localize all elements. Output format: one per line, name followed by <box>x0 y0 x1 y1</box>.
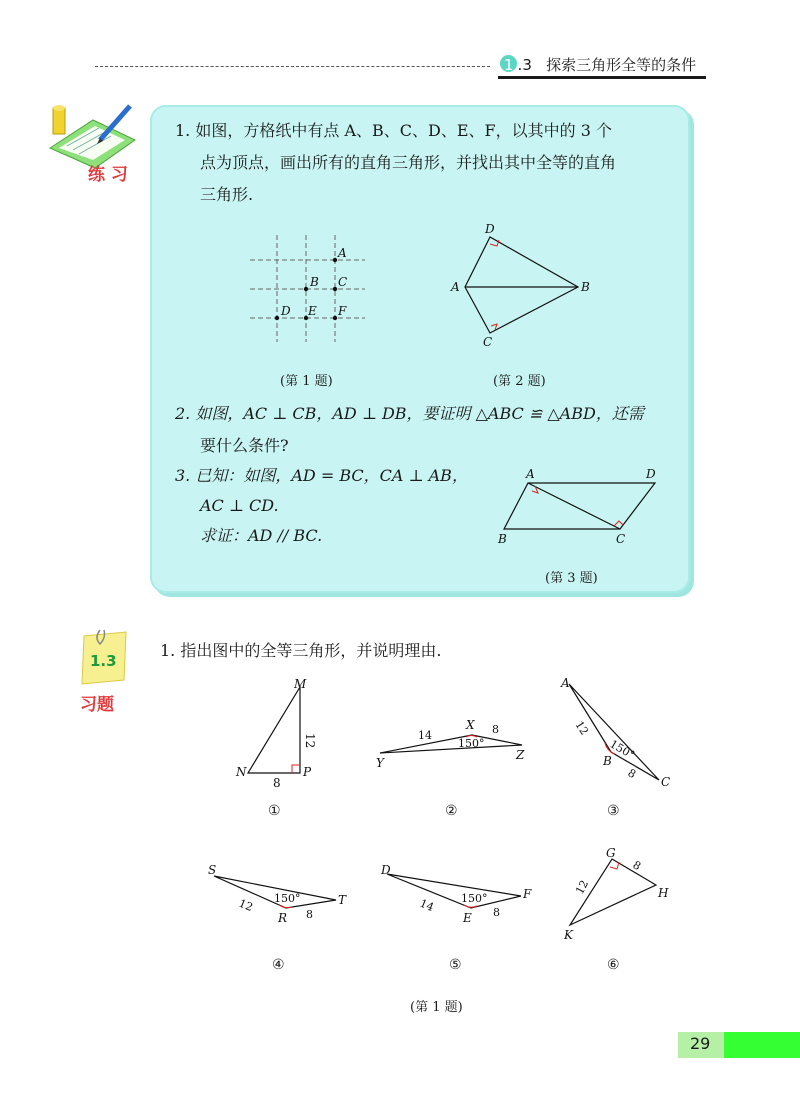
t3-side-12: 12 <box>572 718 591 738</box>
label-c: C <box>338 275 348 289</box>
t4-side-8: 8 <box>306 908 313 921</box>
point-b <box>304 287 308 291</box>
t6-side-12: 12 <box>573 877 592 897</box>
grid-figure <box>245 230 370 345</box>
figure-num-5: ⑤ <box>449 957 462 973</box>
t5-label-d: D <box>381 863 391 877</box>
label-d: D <box>281 304 291 318</box>
t2-side-8: 8 <box>492 723 499 736</box>
practice-q2-line2: 要什么条件? <box>200 436 289 455</box>
fig3-label-a: A <box>526 467 535 481</box>
t4-side-12: 12 <box>236 896 255 915</box>
t6-side-8: 8 <box>630 858 644 874</box>
point-c <box>333 287 337 291</box>
t5-angle: 150° <box>461 892 488 905</box>
header-underline <box>498 76 706 79</box>
fig2-caption: (第 2 题) <box>493 374 546 389</box>
t3-label-c: C <box>661 775 671 789</box>
t2-label-y: Y <box>376 756 384 770</box>
figure-num-2: ② <box>445 803 458 819</box>
t3-label-b: B <box>603 754 612 768</box>
t2-label-z: Z <box>516 748 525 762</box>
parallelogram-figure-3 <box>490 465 670 555</box>
t3-angle: 150° <box>607 737 637 762</box>
t1-label-n: N <box>236 765 247 779</box>
t5-label-e: E <box>463 911 472 925</box>
t3-side-8: 8 <box>625 766 639 782</box>
exercise-label: 习题 <box>80 695 114 715</box>
section-number: 1 <box>504 56 514 74</box>
t1-side-12: 12 <box>303 733 317 749</box>
t2-side-14: 14 <box>418 729 432 742</box>
point-d <box>275 316 279 320</box>
fig3-label-d: D <box>646 467 656 481</box>
t4-label-t: T <box>338 893 347 907</box>
t2-label-x: X <box>466 718 475 732</box>
fig2-label-a: A <box>451 280 460 294</box>
t3-label-a: A <box>561 676 570 690</box>
triangle-6 <box>560 845 680 945</box>
t2-angle: 150° <box>458 737 485 750</box>
header-dashed-line <box>95 66 490 67</box>
triangle-4 <box>200 860 360 930</box>
t4-label-s: S <box>208 863 217 877</box>
practice-label: 练 习 <box>88 165 128 185</box>
t4-angle: 150° <box>274 892 301 905</box>
page-number: 29 <box>690 1034 711 1053</box>
triangle-1 <box>230 675 330 790</box>
t1-label-m: M <box>294 677 307 691</box>
section-header <box>504 54 697 75</box>
fig3-caption: (第 3 题) <box>545 571 598 586</box>
t1-label-p: P <box>303 765 312 779</box>
practice-q3-line1: 3. 已知：如图，AD = BC，CA ⊥ AB， <box>175 466 468 485</box>
practice-q2-line1: 2. 如图，AC ⊥ CB，AD ⊥ DB，要证明 △ABC ≌ △ABD，还需 <box>175 404 644 423</box>
practice-q1-line3: 三角形. <box>200 185 254 204</box>
label-e: E <box>308 304 317 318</box>
fig2-label-c: C <box>483 335 493 349</box>
t5-label-f: F <box>523 887 532 901</box>
t5-side-8: 8 <box>493 906 500 919</box>
fig1-caption: (第 1 题) <box>280 374 333 389</box>
fig3-label-b: B <box>498 532 507 546</box>
fig2-label-b: B <box>581 280 590 294</box>
practice-q3-line2: AC ⊥ CD. <box>200 496 279 515</box>
exercise-badge-num: 1.3 <box>90 652 117 670</box>
exercise-q1: 1. 指出图中的全等三角形，并说明理由. <box>160 641 442 660</box>
t1-side-8: 8 <box>273 776 281 790</box>
triangle-5 <box>375 860 545 930</box>
label-f: F <box>338 304 347 318</box>
section-number-rest: .3 <box>517 56 532 74</box>
practice-q3-line3: 求证：AD // BC. <box>200 526 323 545</box>
t6-label-h: H <box>658 886 669 900</box>
figure-num-6: ⑥ <box>607 957 620 973</box>
point-f <box>333 316 337 320</box>
figure-num-4: ④ <box>272 957 285 973</box>
quadrilateral-figure-2 <box>445 220 605 350</box>
fig3-label-c: C <box>616 532 626 546</box>
t4-label-r: R <box>278 911 288 925</box>
section-title: 探索三角形全等的条件 <box>546 56 697 74</box>
exercise-caption: (第 1 题) <box>410 1000 463 1015</box>
t5-side-14: 14 <box>417 896 436 915</box>
figure-num-1: ① <box>268 803 281 819</box>
practice-q1-line2: 点为顶点，画出所有的直角三角形，并找出其中全等的直角 <box>200 153 617 172</box>
triangle-3 <box>555 672 675 792</box>
label-b: B <box>310 275 319 289</box>
triangle-2 <box>370 715 530 775</box>
practice-q1-line1: 1. 如图，方格纸中有点 A、B、C、D、E、F，以其中的 3 个 <box>175 121 612 140</box>
label-a: A <box>338 246 347 260</box>
t6-label-g: G <box>606 846 616 860</box>
figure-num-3: ③ <box>607 803 620 819</box>
t6-label-k: K <box>564 928 573 942</box>
fig2-label-d: D <box>485 222 495 236</box>
point-a <box>333 258 337 262</box>
